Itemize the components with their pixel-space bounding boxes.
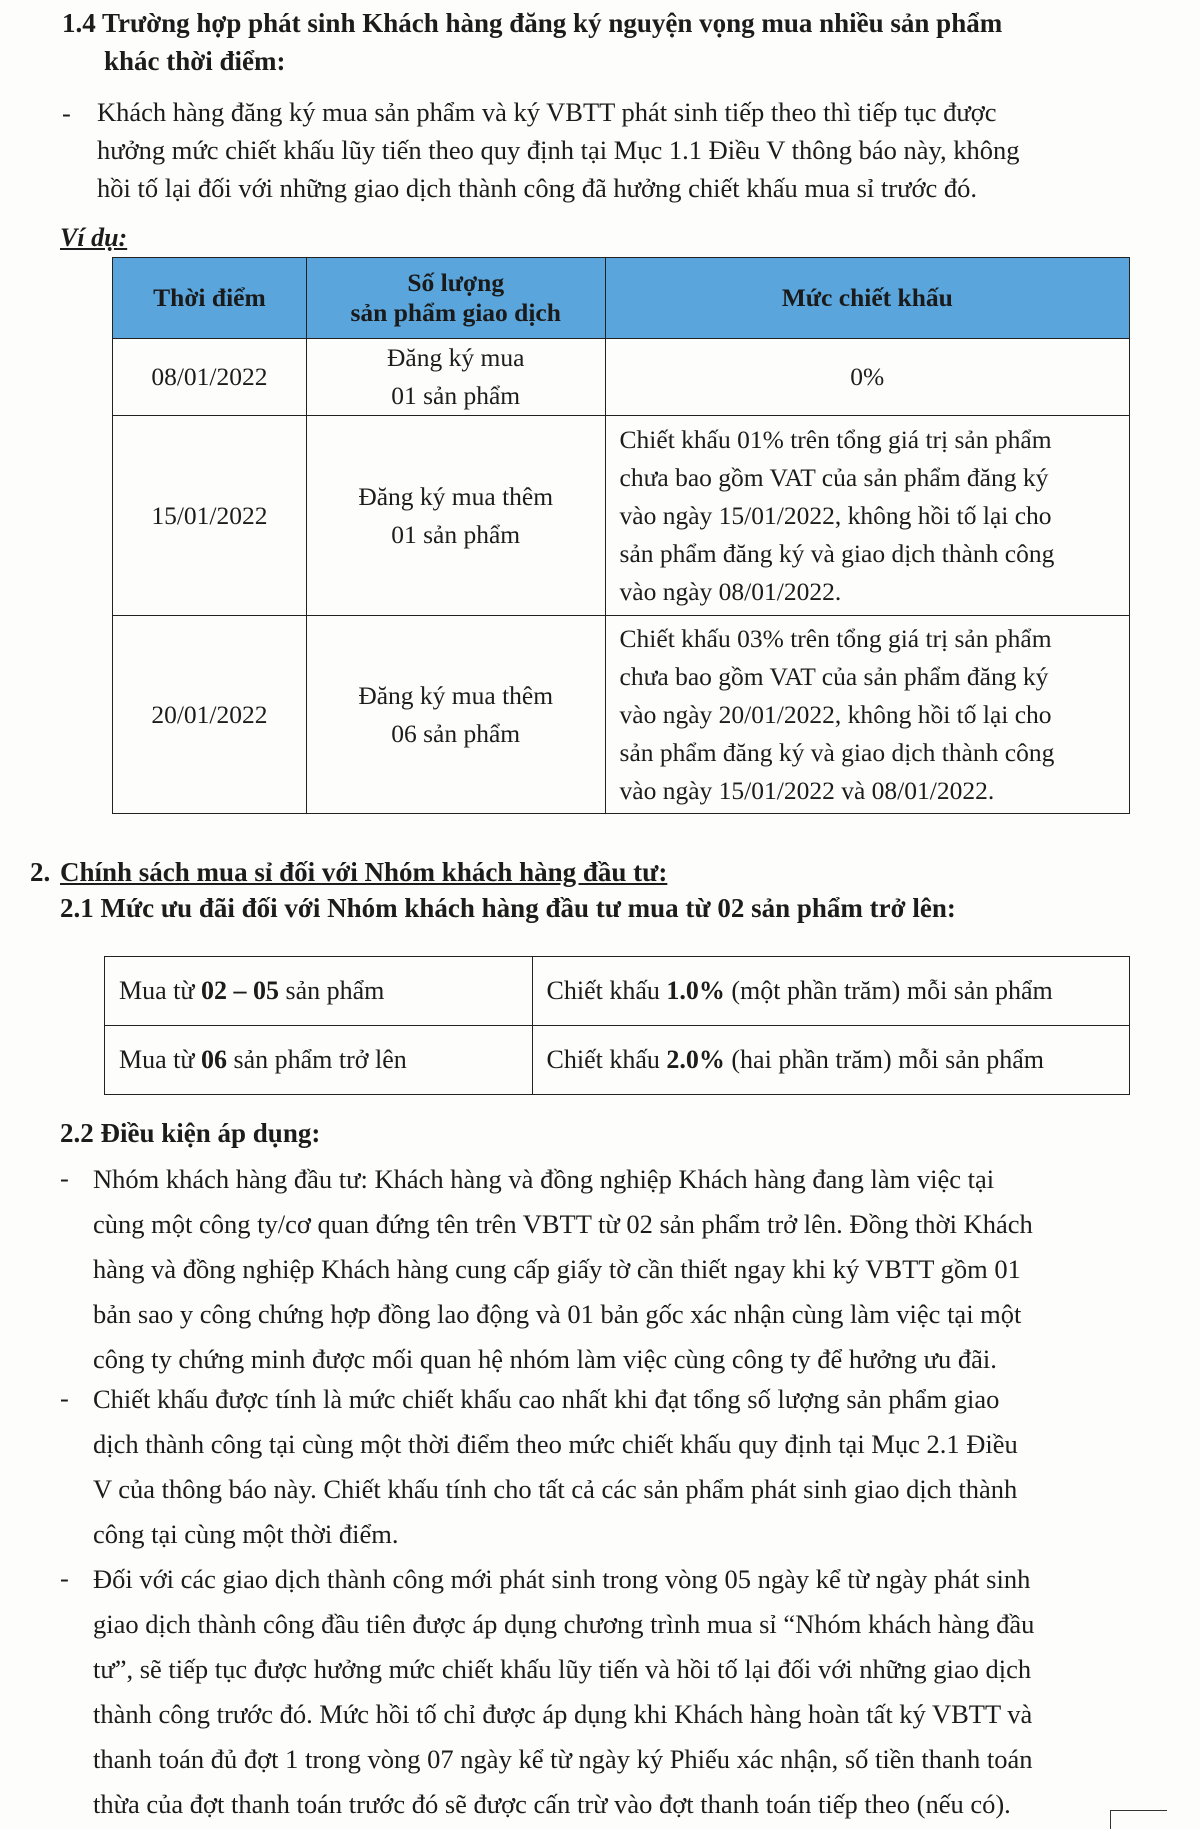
section-1-4-bullet-line2: hưởng mức chiết khấu lũy tiến theo quy định tại Mục 1.1 Điều V thông báo này, không [97, 135, 1020, 165]
example-label: Ví dụ: [60, 223, 128, 252]
tier-range-text: Mua từ [119, 1045, 201, 1074]
condition-line: dịch thành công tại cùng một thời điểm theo mức chiết khấu quy định tại Mục 2.1 Điều [93, 1429, 1018, 1459]
table-row [113, 339, 1130, 416]
section-1-4-heading-line1: 1.4 Trường hợp phát sinh Khách hàng đăng ký nguyện vọng mua nhiều sản phẩm [62, 8, 1003, 38]
row-quantity [306, 416, 605, 616]
tier-range-text: sản phẩm trở lên [226, 1045, 407, 1074]
row-quantity [306, 616, 605, 814]
section-2-number: 2. [30, 857, 51, 887]
row-quantity [306, 339, 605, 416]
bullet-dash: - [62, 98, 71, 128]
header-discount: Mức chiết khấu [605, 258, 1129, 339]
bullet-dash: - [60, 1163, 69, 1193]
condition-line: tư”, sẽ tiếp tục được hưởng mức chiết khấu lũy tiến và hồi tố lại đối với những giao dịch [93, 1654, 1032, 1684]
tier-discount-text: Chiết khấu [546, 976, 667, 1005]
tier-discount-text: Chiết khấu [546, 1045, 667, 1074]
table-row [105, 1026, 1130, 1095]
row-discount [605, 616, 1129, 814]
row-discount-line: sản phẩm đăng ký và giao dịch thành công [619, 538, 1055, 568]
section-1-4-heading-line2: khác thời điểm: [104, 46, 286, 76]
row-discount-line: vào ngày 20/01/2022, không hồi tố lại cho [619, 699, 1052, 729]
row-date: 15/01/2022 [113, 416, 307, 616]
row-quantity-line: Đăng ký mua thêm [358, 680, 554, 710]
condition-line: thành công trước đó. Mức hồi tố chỉ được áp dụng khi Khách hàng hoàn tất ký VBTT và [93, 1699, 1033, 1729]
signature-mark [1110, 1810, 1167, 1829]
row-discount-line: vào ngày 15/01/2022, không hồi tố lại cho [619, 500, 1052, 530]
condition-line: Chiết khấu được tính là mức chiết khấu cao nhất khi đạt tổng số lượng sản phẩm giao [93, 1384, 1000, 1414]
tier-range-text: sản phẩm [278, 976, 385, 1005]
condition-line: bản sao y công chứng hợp đồng lao động và 01 bản gốc xác nhận cùng làm việc tại một [93, 1299, 1022, 1329]
header-quantity-line2: sản phẩm giao dịch [350, 298, 561, 327]
header-time: Thời điểm [113, 258, 307, 339]
row-quantity-line: 01 sản phẩm [391, 519, 521, 549]
section-2-2-heading: 2.2 Điều kiện áp dụng: [60, 1118, 321, 1148]
row-discount-line: vào ngày 15/01/2022 và 08/01/2022. [619, 775, 995, 805]
row-discount-line: sản phẩm đăng ký và giao dịch thành công [619, 737, 1055, 767]
tier-discount-bold: 2.0% [666, 1045, 725, 1074]
condition-line: cùng một công ty/cơ quan đứng tên trên VBTT từ 02 sản phẩm trở lên. Đồng thời Khách [93, 1209, 1033, 1239]
condition-line: công ty chứng minh được mối quan hệ nhóm làm việc cùng công ty để hưởng ưu đãi. [93, 1344, 997, 1374]
header-quantity-line1: Số lượng [407, 268, 505, 297]
row-quantity-line: 06 sản phẩm [391, 718, 521, 748]
condition-bullet-1 [93, 1157, 1033, 1382]
row-discount-line: chưa bao gồm VAT của sản phẩm đăng ký [619, 661, 1049, 691]
condition-line: Nhóm khách hàng đầu tư: Khách hàng và đồng nghiệp Khách hàng đang làm việc tại [93, 1164, 995, 1194]
condition-line: V của thông báo này. Chiết khấu tính cho tất cả các sản phẩm phát sinh giao dịch thành [93, 1474, 1018, 1504]
table-row [113, 416, 1130, 616]
header-quantity [306, 258, 605, 339]
condition-line: công tại cùng một thời điểm. [93, 1519, 399, 1549]
example-table-header-row [113, 258, 1130, 339]
row-discount [605, 416, 1129, 616]
discount-tier-table [104, 956, 1130, 1095]
tier-range-bold: 06 [200, 1045, 227, 1074]
tier-discount-bold: 1.0% [666, 976, 725, 1005]
condition-line: hàng và đồng nghiệp Khách hàng cung cấp giấy tờ cần thiết ngay khi ký VBTT gồm 01 [93, 1254, 1021, 1284]
table-row [113, 616, 1130, 814]
tier-range [105, 957, 533, 1026]
row-date: 20/01/2022 [113, 616, 307, 814]
tier-discount [532, 1026, 1129, 1095]
row-discount-line: chưa bao gồm VAT của sản phẩm đăng ký [619, 462, 1049, 492]
row-discount: 0% [605, 339, 1129, 416]
row-date: 08/01/2022 [113, 339, 307, 416]
condition-bullet-2 [93, 1377, 1018, 1557]
tier-range-bold: 02 – 05 [200, 976, 279, 1005]
section-1-4-bullet-line3: hồi tố lại đối với những giao dịch thành công đã hưởng chiết khấu mua sỉ trước đó. [97, 173, 977, 203]
section-2-heading: Chính sách mua sỉ đối với Nhóm khách hàng đầu tư: [60, 857, 668, 887]
condition-line: giao dịch thành công đầu tiên được áp dụng chương trình mua sỉ “Nhóm khách hàng đầu [93, 1609, 1035, 1639]
example-table [112, 257, 1130, 814]
row-discount-line: Chiết khấu 03% trên tổng giá trị sản phẩm [619, 623, 1052, 653]
row-discount-line: vào ngày 08/01/2022. [619, 576, 842, 606]
row-quantity-line: Đăng ký mua [387, 343, 525, 372]
row-quantity-line: 01 sản phẩm [391, 381, 521, 410]
condition-line: Đối với các giao dịch thành công mới phát sinh trong vòng 05 ngày kể từ ngày phát sinh [93, 1564, 1031, 1594]
tier-discount-text: (một phần trăm) mỗi sản phẩm [724, 976, 1053, 1005]
condition-line: thừa của đợt thanh toán trước đó sẽ được cấn trừ vào đợt thanh toán tiếp theo (nếu có). [93, 1789, 1011, 1819]
bullet-dash: - [60, 1563, 69, 1593]
table-row [105, 957, 1130, 1026]
row-quantity-line: Đăng ký mua thêm [358, 481, 554, 511]
tier-discount [532, 957, 1129, 1026]
tier-range [105, 1026, 533, 1095]
row-discount-line: Chiết khấu 01% trên tổng giá trị sản phẩm [619, 424, 1052, 454]
tier-discount-text: (hai phần trăm) mỗi sản phẩm [724, 1045, 1045, 1074]
section-2-1-heading: 2.1 Mức ưu đãi đối với Nhóm khách hàng đầu tư mua từ 02 sản phẩm trở lên: [60, 893, 956, 923]
condition-bullet-3 [93, 1557, 1034, 1827]
condition-line: thanh toán đủ đợt 1 trong vòng 07 ngày kể từ ngày ký Phiếu xác nhận, số tiền thanh toán [93, 1744, 1033, 1774]
bullet-dash: - [60, 1383, 69, 1413]
tier-range-text: Mua từ [119, 976, 201, 1005]
section-1-4-bullet-line1: Khách hàng đăng ký mua sản phẩm và ký VBTT phát sinh tiếp theo thì tiếp tục được [97, 97, 997, 127]
